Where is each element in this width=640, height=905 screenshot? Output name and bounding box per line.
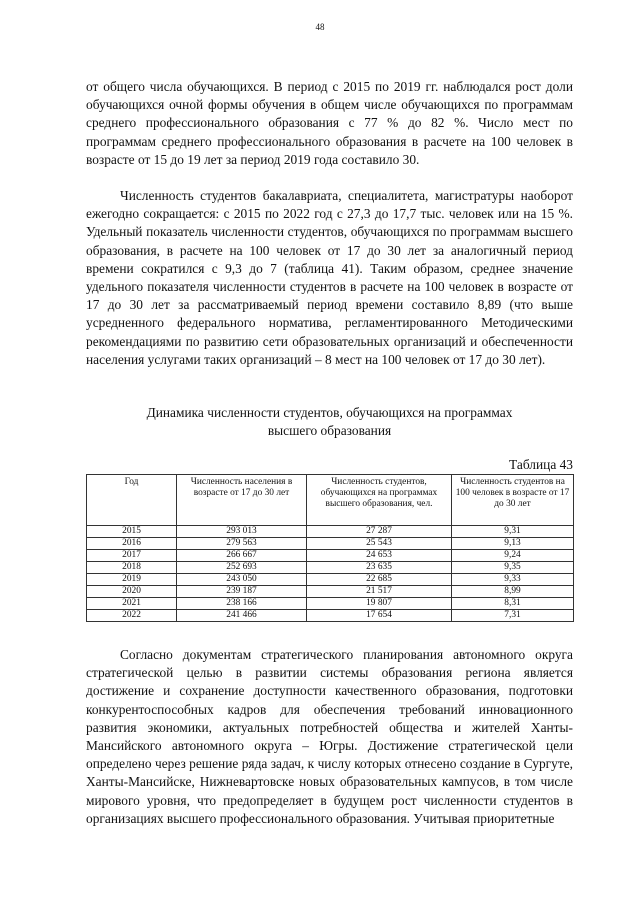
header-students: Численность студентов, обучающихся на программах высшего образования, чел. [307,475,452,526]
table-title-line-2: высшего образования [267,423,392,438]
table-row [87,562,574,574]
cell-year: 2019 [87,574,177,586]
cell-students: 27 287 [307,526,452,538]
cell-population: 266 667 [177,550,307,562]
table-header-row [87,475,574,526]
cell-ratio: 9,24 [452,550,574,562]
data-table [86,474,574,622]
cell-students: 19 807 [307,598,452,610]
cell-year: 2022 [87,610,177,622]
cell-population: 293 013 [177,526,307,538]
header-students-per-100: Численность студентов на 100 человек в возрасте от 17 до 30 лет [452,475,574,526]
cell-students: 23 635 [307,562,452,574]
table-label: Таблица 43 [509,457,573,472]
cell-ratio: 9,35 [452,562,574,574]
cell-year: 2016 [87,538,177,550]
cell-year: 2018 [87,562,177,574]
table-row [87,526,574,538]
cell-ratio: 8,99 [452,586,574,598]
cell-ratio: 9,33 [452,574,574,586]
table-row [87,550,574,562]
paragraph-2: Численность студентов бакалавриата, специалитета, магистратуры наоборот ежегодно сокращается: с 2015 по 2022 год с 27,3 до 17,7 тыс. человек или на 15 %. Удельный показатель численности студентов, обучающихся по программам высшего образования, в расчете на 100 человек от 17 до 30 лет за аналогичный период времени сократился с 9,3 до 7 (таблица 41). Таким образом, среднее значение удельного показателя численности студентов в расчете на 100 человек в возрасте от 17 до 30 лет за рассматриваемый период времени составило 8,89 (что выше усредненного федерального норматива, регламентированного Методическими рекомендациями по развитию сети образовательных организаций и обеспеченности населения услугами таких организаций – 8 мест на 100 человек от 17 до 30 лет). [86,188,573,367]
table-row [87,586,574,598]
cell-students: 17 654 [307,610,452,622]
cell-population: 279 563 [177,538,307,550]
header-population: Численность населения в возрасте от 17 до 30 лет [177,475,307,526]
cell-year: 2017 [87,550,177,562]
cell-ratio: 7,31 [452,610,574,622]
table-row [87,610,574,622]
table-row [87,598,574,610]
cell-ratio: 9,31 [452,526,574,538]
cell-population: 241 466 [177,610,307,622]
paragraph-3: Согласно документам стратегического планирования автономного округа стратегической целью в развитии системы образования региона является достижение и сохранение доступности качественного образования, подготовки конкурентоспособных кадров для обеспечения требований инновационного развития экономики, актуальных потребностей общества и жителей Ханты-Мансийского автономного округа – Югры. Достижение стратегической цели определено через решение ряда задач, к числу которых отнесено создание в Сургуте, Ханты-Мансийске, Нижневартовске новых образовательных кампусов, в том числе мирового уровня, что предопределяет в будущем рост численности студентов в организациях высшего профессионального образования. Учитывая приоритетные [86,647,573,826]
table-row [87,538,574,550]
header-year: Год [87,475,177,526]
cell-population: 238 166 [177,598,307,610]
table-row [87,574,574,586]
cell-population: 252 693 [177,562,307,574]
cell-students: 21 517 [307,586,452,598]
page-number: 48 [315,22,325,32]
cell-year: 2021 [87,598,177,610]
cell-students: 22 685 [307,574,452,586]
cell-population: 239 187 [177,586,307,598]
paragraph-1: от общего числа обучающихся. В период с 2015 по 2019 гг. наблюдался рост доли обучающихся очной формы обучения в общем числе обучающихся по программам среднего профессионального образования с 77 % до 82 %. Число мест по программам среднего профессионального образования в расчете на 100 человек в возрасте от 15 до 19 лет за период 2019 года составило 30. [86,79,573,167]
cell-year: 2020 [87,586,177,598]
cell-students: 24 653 [307,550,452,562]
cell-population: 243 050 [177,574,307,586]
cell-year: 2015 [87,526,177,538]
cell-ratio: 8,31 [452,598,574,610]
cell-students: 25 543 [307,538,452,550]
table-title-line-1: Динамика численности студентов, обучающихся на программах [146,405,513,420]
cell-ratio: 9,13 [452,538,574,550]
table-title [86,404,573,440]
